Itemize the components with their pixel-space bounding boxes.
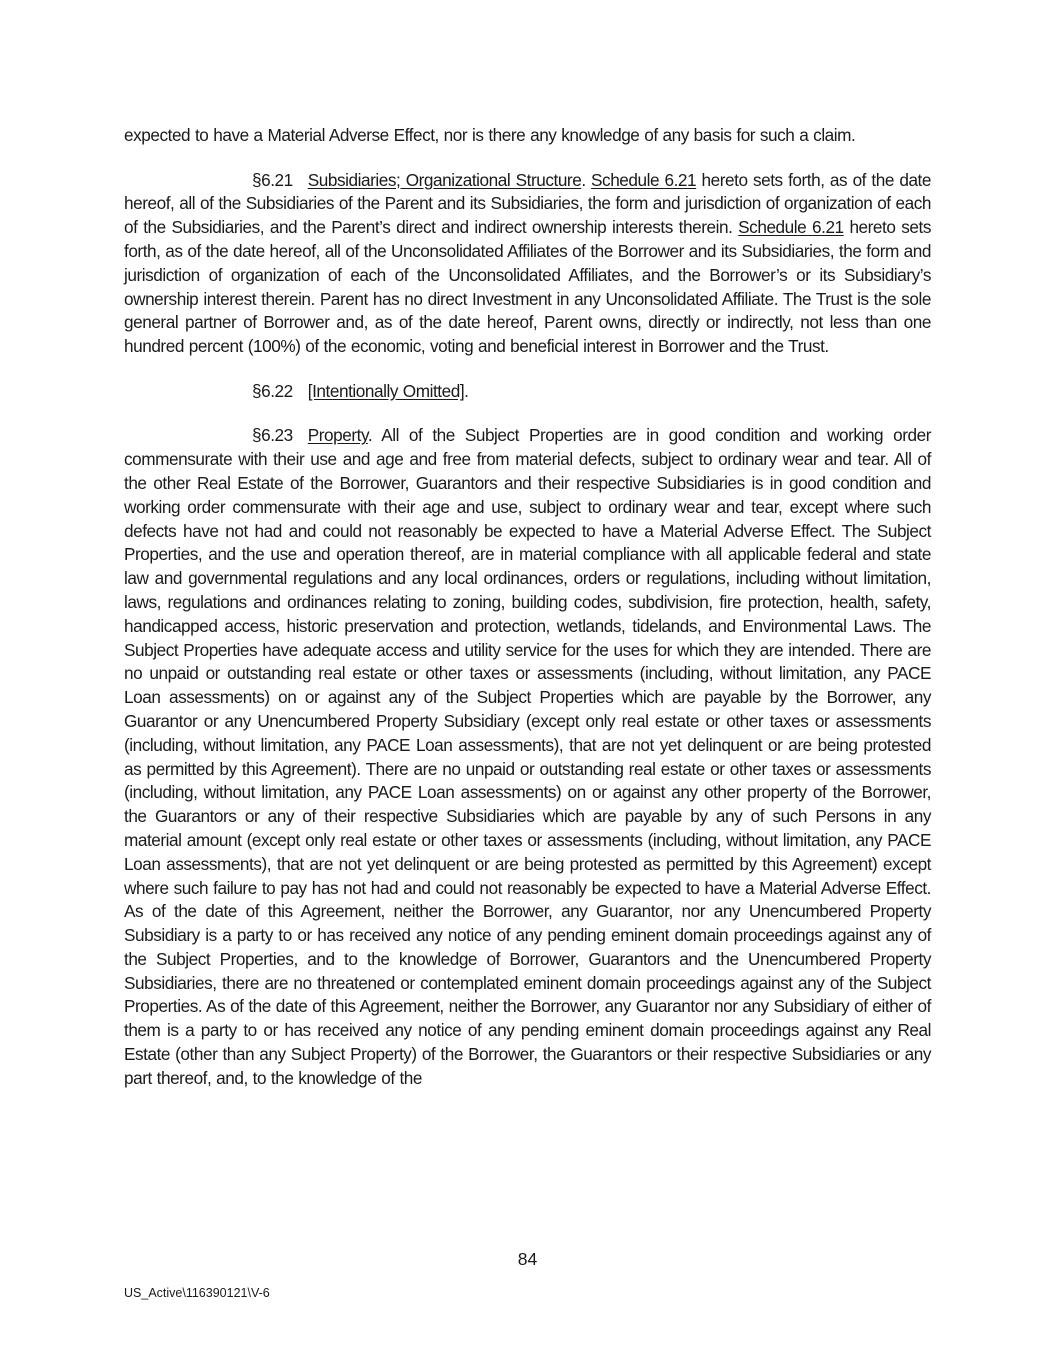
section-6-23: [124, 424, 931, 1090]
section-text: .: [464, 380, 469, 401]
section-number: §6.22: [252, 380, 293, 401]
schedule-reference: Schedule 6.21: [591, 169, 697, 190]
document-id: US_Active\116390121\V-6: [124, 1286, 270, 1300]
continuation-paragraph: expected to have a Material Adverse Effect, nor is there any knowledge of any basis for such a claim.: [124, 125, 856, 145]
section-6-22: [124, 380, 931, 404]
section-6-21: [124, 169, 931, 359]
page-number: 84: [517, 1249, 538, 1269]
section-text: hereto sets forth, as of the date hereof, all of the Subsidiaries of the Parent and its Subsidiaries, the form and jurisdiction of organization of each of the Subsidiaries, and the Parent’s direct and indirect ownership interests therein.: [124, 169, 931, 238]
section-text: . All of the Subject Properties are in good condition and working order commensurate with their use and age and free from material defects, subject to ordinary wear and tear. All of the other Real Estate of the Borrower, Guarantors and their respective Subsidiaries is in good condition and working order commensurate with their age and use, subject to ordinary wear and tear, except where such defects have not had and could not reasonably be expected to have a Material Adverse Effect. The Subject Properties, and the use and operation thereof, are in material compliance with all applicable federal and state law and governmental regulations and any local ordinances, orders or regulations, including without limitation, laws, regulations and ordinances relating to zoning, building codes, subdivision, fire protection, health, safety, handicapped access, historic preservation and protection, wetlands, tidelands, and Environmental Laws. The Subject Properties have adequate access and utility service for the uses for which they are intended. There are no unpaid or outstanding real estate or other taxes or assessments (including, without limitation, any PACE Loan assessments) on or against any of the Subject Properties which are payable by the Borrower, any Guarantor or any Unencumbered Property Subsidiary (except only real estate or other taxes or assessments (including, without limitation, any PACE Loan assessments), that are not yet delinquent or are being protested as permitted by this Agreement). There are no unpaid or outstanding real estate or other taxes or assessments (including, without limitation, any PACE Loan assessments) on or against any other property of the Borrower, the Guarantors or any of their respective Subsidiaries which are payable by any of such Persons in any material amount (except only real estate or other taxes or assessments (including, without limitation, any PACE Loan assessments), that are not yet delinquent or are being protested as permitted by this Agreement) except where such failure to pay has not had and could not reasonably be expected to have a Material Adverse Effect. As of the date of this Agreement, neither the Borrower, any Guarantor, nor any Unencumbered Property Subsidiary is a party to or has received any notice of any pending eminent domain proceedings against any of the Subject Properties, and to the knowledge of Borrower, Guarantors and the Unencumbered Property Subsidiaries, there are no threatened or contemplated eminent domain proceedings against any of the Subject Properties. As of the date of this Agreement, neither the Borrower, any Guarantor nor any Subsidiary of either of them is a party to or has received any notice of any pending eminent domain proceedings against any Real Estate (other than any Subject Property) of the Borrower, the Guarantors or their respective Subsidiaries or any part thereof, and, to the knowledge of the: [124, 425, 931, 1088]
section-heading: Subsidiaries; Organizational Structure: [307, 169, 582, 190]
section-heading: Property: [307, 425, 368, 446]
schedule-reference: Schedule 6.21: [738, 217, 844, 238]
section-number: §6.23: [252, 425, 293, 446]
document-page: [124, 124, 931, 1111]
section-text: hereto sets forth, as of the date hereof, all of the Unconsolidated Affiliates of the Borrower and its Subsidiaries, the form and jurisdiction of organization of each of the Unconsolidated Affiliates, and the Borrower’s or its Subsidiary’s ownership interest therein. Parent has no direct Investment in any Unconsolidated Affiliate. The Trust is the sole general partner of Borrower and, as of the date hereof, Parent owns, directly or indirectly, not less than one hundred percent (100%) of the economic, voting and beneficial interest in Borrower and the Trust.: [124, 217, 931, 357]
section-text: .: [581, 169, 592, 190]
section-heading: [Intentionally Omitted]: [307, 380, 465, 401]
section-number: §6.21: [252, 169, 293, 190]
